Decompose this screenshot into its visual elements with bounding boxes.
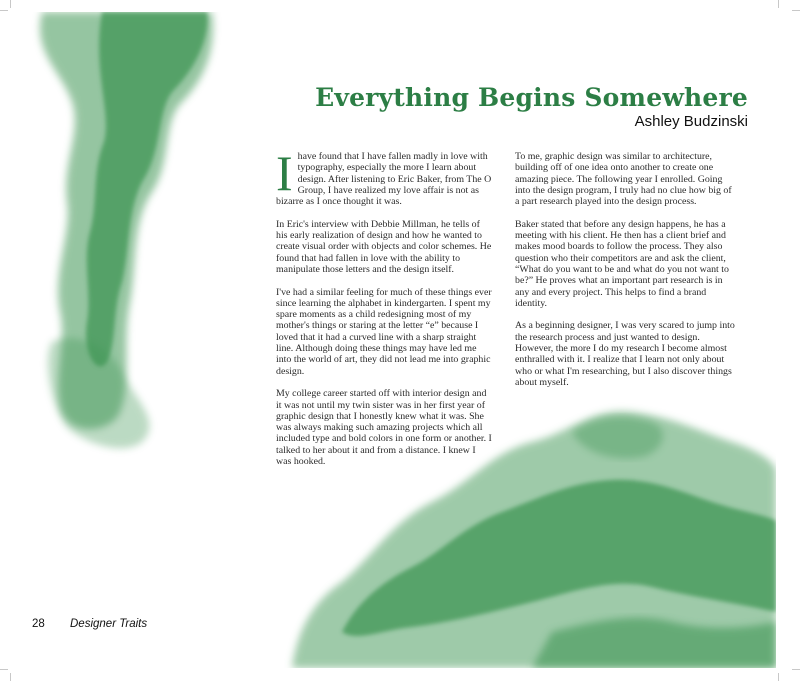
section-name: Designer Traits: [70, 618, 148, 630]
crop-mark: [792, 669, 800, 670]
paragraph: Ihave found that I have fallen madly in love with typography, especially the more I learn about design. After listening to Eric Baker, from The O Group, I have realized my love affair is not as bizarre as I once thought it was.: [276, 145, 492, 208]
crop-mark: [10, 673, 11, 681]
drop-cap: I: [276, 145, 293, 201]
paragraph: My college career started off with interior design and it was not until my twin sister was in her first year of graphic design that I honestly knew what it was. She was always making such amazing projects which all included type and bold colors in one form or another. I talked to her about it and from a distance. I knew I was hooked.: [276, 388, 492, 468]
crop-mark: [0, 669, 8, 670]
paragraph: I've had a similar feeling for much of these things ever since learning the alphabet in kindergarten. I spent my spare moments as a child redesigning most of my mother's things or staring at the letter “e” because I loved that it had a curved line with a sharp straight line. Although doing these things may have led me into the world of art, they did not lead me into graphic design.: [276, 286, 492, 377]
author-name: Ashley Budzinski: [634, 112, 748, 130]
crop-mark: [778, 673, 779, 681]
left-paint-wash: [40, 12, 213, 448]
magazine-page: [12, 12, 776, 668]
crop-mark: [10, 0, 11, 8]
paragraph: As a beginning designer, I was very scared to jump into the research process and just wanted to design. However, the more I do my research I become almost enthralled with it. I realize that I learn not only about who or what I'm researching, but I also discover things about myself.: [515, 320, 735, 388]
paragraph: In Eric's interview with Debbie Millman, he tells of his early realization of design and how he wanted to create visual order with objects and color schemes. He found that had fallen in love with the ability to manipulate those letters and the design itself.: [276, 218, 492, 275]
crop-mark: [0, 10, 8, 11]
page-footer: [32, 618, 147, 630]
paragraph: Baker stated that before any design happens, he has a meeting with his client. He then has a client brief and makes mood boards to follow the process. They also question who their competitors are and ask the client, “What do you want to be and what do you not want to be?” He proves what an important part research is in any and every project. This helps to find a brand identity.: [515, 218, 729, 309]
article-title: Everything Begins Somewhere: [315, 83, 748, 112]
crop-mark: [792, 10, 800, 11]
article-column-left: [276, 145, 492, 479]
page-number: 28: [32, 618, 45, 630]
crop-mark: [778, 0, 779, 8]
article-column-right: [515, 151, 737, 400]
paragraph: To me, graphic design was similar to architecture, building off of one idea onto another to create one amazing piece. The following year I enrolled. Going into the design program, I truly had no clue how big of a part research played into the design process.: [515, 151, 732, 208]
title-block: [315, 84, 748, 130]
